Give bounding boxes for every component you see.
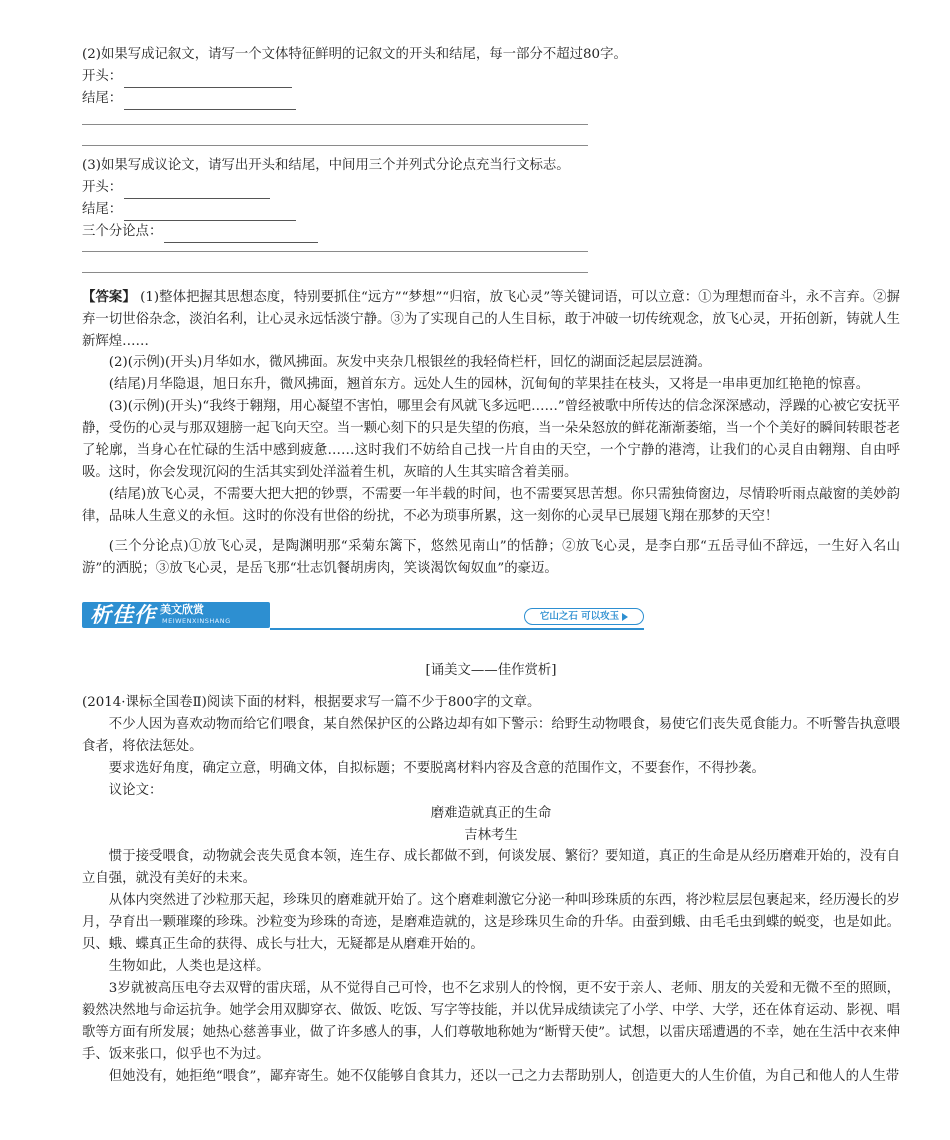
question-2-prompt: (2)如果写成记叙文，请写一个文体特征鲜明的记叙文的开头和结尾，每一部分不超过80字。 [82,47,627,62]
q2-end-label: 结尾： [82,91,123,106]
answer-paragraph-5: (结尾)放飞心灵，不需要大把大把的钞票，不需要一年半载的时间，也不需要冥思苦想。你只需独倚窗边，尽情聆听雨点敲窗的美妙韵律，品味人生意义的永恒。这时的你没有世俗的纷扰，不必为琐事所累，这一刻你的心灵早已展翅飞翔在那梦的天空！ [82,487,900,524]
banner-pinyin: MEIWENXINSHANG [162,617,231,625]
answer-paragraph-6: (三个分论点)①放飞心灵，是陶渊明那“采菊东篱下，悠然见南山”的恬静；②放飞心灵，是李白那“五岳寻仙不辞远，一生好入名山游”的洒脱；③放飞心灵，是岳飞那“壮志饥餐胡虏肉，笑谈渴饮匈奴血”的豪迈。 [82,539,900,576]
prompt-requirement: 要求选好角度，确定立意，明确文体，自拟标题；不要脱离材料内容及含意的范围作文，不要套作，不得抄袭。 [108,761,765,776]
section-heading: [诵美文——佳作赏析] [425,663,557,678]
prompt-material: 不少人因为喜欢动物而给它们喂食，某自然保护区的公路边却有如下警示：给野生动物喂食，易使它们丧失觅食能力。不听警告执意喂食者，将依法惩处。 [82,717,900,754]
q2-end-field [82,88,296,110]
banner-title: 析佳作 [90,603,156,627]
answer-paragraph-3: (结尾)月华隐退，旭日东升，微风拂面，翘首东方。远处人生的园林，沉甸甸的苹果挂在枝头，又将是一串串更加红艳艳的惊喜。 [108,377,870,392]
q2-start-field [82,66,292,88]
essay-author: 吉林考生 [464,828,518,843]
essay-paragraph-4: 3岁就被高压电夺去双臂的雷庆瑶，从不觉得自己可怜，也不乞求别人的怜悯，更不安于亲人、老师、朋友的关爱和无微不至的照顾，毅然决然地与命运抗争。她学会用双脚穿衣、做饭、吃饭、写字等技能，并以优异成绩读完了小学、中学、大学，还在体育运动、影视、唱歌等方面有所发展；她热心慈善事业，做了许多感人的事，人们尊敬地称她为“断臂天使”。试想，以雷庆瑶遭遇的不幸，她在生活中衣来伸手、饭来张口，似乎也不为过。 [82,981,900,1062]
q3-start-label: 开头： [82,180,123,195]
essay-paragraph-3: 生物如此，人类也是这样。 [108,959,270,974]
q2-start-blank [124,73,292,88]
section-banner [82,600,644,632]
answer-paragraph-4: (3)(示例)(开头)“我终于翱翔，用心凝望不害怕，哪里会有风就飞多远吧……”曾经被歌中所传达的信念深深感动，浮躁的心被它安抚平静，受伤的心灵与那双翅膀一起飞向天空。当一颗心刻下的只是失望的伤痕，当一朵朵怒放的鲜花渐渐萎缩，当一个个美好的瞬间转眼苍老了轮廓，当身心在忙碌的生活中感到疲惫……这时我们不妨给自己找一片自由的天空，一个宁静的港湾，让我们的心灵自由翱翔、自由呼吸。这时，你会发现沉闷的生活其实到处洋溢着生机，灰暗的人生其实暗含着美丽。 [82,399,900,480]
answer-paragraph-1 [82,286,900,353]
q3-points-label: 三个分论点： [82,224,163,239]
q3-start-blank [124,184,270,199]
q3-points-field [82,221,318,243]
q2-start-label: 开头： [82,69,123,84]
answer-line [82,272,588,273]
prompt-source: (2014·课标全国卷Ⅱ)阅读下面的材料，根据要求写一篇不少于800字的文章。 [82,695,541,710]
essay-genre: 议论文： [108,783,163,798]
banner-tag [524,608,644,625]
q2-end-blank [124,95,296,110]
question-3-prompt: (3)如果写成议论文，请写出开头和结尾，中间用三个并列式分论点充当行文标志。 [82,158,570,173]
essay-paragraph-2: 从体内突然进了沙粒那天起，珍珠贝的磨难就开始了。这个磨难刺激它分泌一种叫珍珠质的东西，将沙粒层层包裹起来，经历漫长的岁月，孕育出一颗璀璨的珍珠。沙粒变为珍珠的奇迹，是磨难造就的，这是珍珠贝生命的升华。由蚕到蛾、由毛毛虫到蝶的蜕变，也是如此。贝、蛾、蝶真正生命的获得、成长与壮大，无疑都是从磨难开始的。 [82,893,900,952]
q3-end-field [82,199,296,221]
play-arrow-icon [622,613,628,621]
banner-subtitle: 美文欣赏 [160,603,204,616]
q3-end-label: 结尾： [82,202,123,217]
answer-p1-rest: 弃。②摒弃一切世俗杂念，淡泊名利，让心灵永远恬淡宁静。③为了实现自己的人生目标，敢于冲破一切传统观念，放飞心灵，开拓创新，铸就人生新辉煌…… [82,290,900,349]
banner-brand [82,602,270,628]
q3-end-blank [124,206,296,221]
answer-paragraph-2: (2)(示例)(开头)月华如水，微风拂面。灰发中夹杂几根银丝的我轻倚栏杆，回忆的湖面泛起层层涟漪。 [108,355,712,370]
answer-p1-first: (1)整体把握其思想态度，特别要抓住“远方”“梦想”“归宿，放飞心灵”等关键词语，可以立意：①为理想而奋斗，永不言 [140,290,847,305]
q3-points-blank [164,228,318,243]
banner-tag-text: 它山之石 可以攻玉 [539,611,620,622]
q3-start-field [82,177,270,199]
banner-underline [270,628,644,630]
answer-line [82,124,588,125]
answer-line [82,145,588,146]
answer-line [82,251,588,252]
answer-label: 【答案】 [82,289,136,305]
essay-title: 磨难造就真正的生命 [430,806,552,821]
essay-paragraph-1: 惯于接受喂食，动物就会丧失觅食本领，连生存、成长都做不到，何谈发展、繁衍？要知道，真正的生命是从经历磨难开始的，没有自立自强，就没有美好的未来。 [82,849,900,886]
essay-paragraph-5: 但她没有，她拒绝“喂食”，鄙弃寄生。她不仅能够自食其力，还以一己之力去帮助别人，创造更大的人生价值，为自己和他人的人生带 [108,1069,900,1084]
